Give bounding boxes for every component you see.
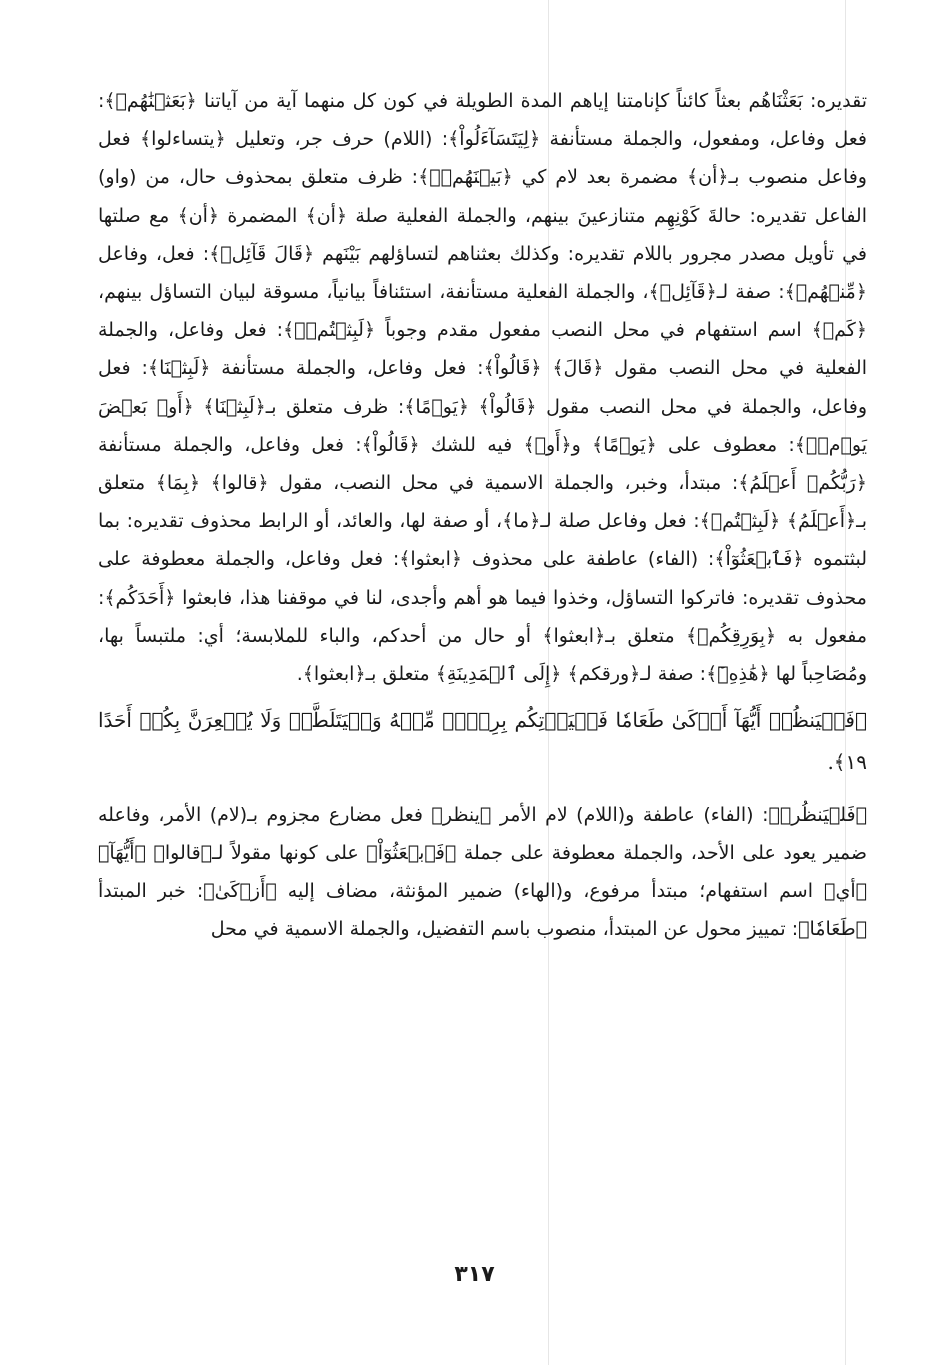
quran-verse: ﴿فَلۡيَنظُرۡ أَيُّهَآ أَزۡكَىٰ طَعَامٗا فَلۡيَأۡتِكُم بِرِزۡقٖ مِّنۡهُ وَلۡيَتَلَطَّفۡ وَلَا يُشۡعِرَنَّ بِكُمۡ أَحَدًا ١٩﴾. xyxy=(98,708,867,775)
page-number: ٣١٧ xyxy=(454,1262,495,1287)
paragraph-grammar-analysis-1: تقديره: بَعَثْنَاهُم بعثاً كائناً كإنامتنا إياهم المدة الطويلة في كون كل منهما آية من آياتنا ﴿بَعَثۡنَٰهُمۡ﴾: فعل وفاعل، ومفعول، والجملة مستأنفة ﴿لِيَتَسَآءَلُواْ﴾: (اللام) حرف جر، وتعليل ﴿يتساءلوا﴾ فعل وفاعل منصوب بـ﴿أن﴾ مضمرة بعد لام كي ﴿بَيۡنَهُمۡۚ﴾: ظرف متعلق بمحذوف حال، من (واو) الفاعل تقديره: حالةَ كَوْنِهِم متنازعينَ بينهم، والجملة الفعلية صلة ﴿أن﴾ المضمرة ﴿أن﴾ مع صلتها في تأويل مصدر مجرور باللام تقديره: وكذلك بعثناهم لتساؤلهم بَيْنَهم ﴿قَالَ قَآئِلٞ﴾: فعل، وفاعل ﴿مِّنۡهُمۡ﴾: صفة لـ﴿قَآئِلٞ﴾، والجملة الفعلية مستأنفة، استئنافاً بيانياً، مسوقة لبيان التساؤل بينهم، ﴿كَمۡ﴾ اسم استفهام في محل النصب مفعول مقدم وجوباً ﴿لَبِثۡتُمۡۖ﴾: فعل وفاعل، والجملة الفعلية في محل النصب مقول ﴿قَالَ﴾ ﴿قَالُواْ﴾: فعل وفاعل، والجملة مستأنفة ﴿لَبِثۡنَا﴾: فعل وفاعل، والجملة في محل النصب مقول ﴿قَالُواْ﴾ ﴿يَوۡمًا﴾: ظرف متعلق بـ﴿لَبِثۡنَا﴾ ﴿أَوۡ بَعۡضَ يَوۡمٖۚ﴾: معطوف على ﴿يَوۡمًا﴾ و﴿أَوۡ﴾ فيه للشك ﴿قَالُواْ﴾: فعل وفاعل، والجملة مستأنفة ﴿رَبُّكُمۡ أَعۡلَمُ﴾: مبتدأ، وخبر، والجملة الاسمية في محل النصب، مقول ﴿قالوا﴾ ﴿بِمَا﴾ متعلق بـ﴿أَعۡلَمُ﴾ ﴿لَبِثۡتُمۡ﴾: فعل وفاعل صلة لـ﴿ما﴾، أو صفة لها، والعائد، أو الرابط محذوف تقديره: بما لبثتموه ﴿فَٱبۡعَثُوٓاْ﴾: (الفاء) عاطفة على محذوف ﴿ابعثوا﴾: فعل وفاعل، والجملة معطوفة على محذوف تقديره: فاتركوا التساؤل، وخذوا فيما هو أهم وأجدى، لنا في موقفنا هذا، فابعثوا ﴿أَحَدَكُم﴾: مفعول به ﴿بِوَرِقِكُمۡ﴾ متعلق بـ﴿ابعثوا﴾ أو حال من أحدكم، والباء للملابسة؛ أي: ملتبساً بها، ومُصَاحِباً لها ﴿هَٰذِهِۦٓ﴾: صفة لـ﴿ورقكم﴾ ﴿إِلَى ٱلۡمَدِينَةِ﴾ متعلق بـ﴿ابعثوا﴾. xyxy=(98,90,867,686)
page-body xyxy=(98,82,867,948)
paragraph-grammar-analysis-2: ﴿فَلۡيَنظُرۡ﴾: (الفاء) عاطفة و(اللام) لام الأمر ﴿ينظر﴾ فعل مضارع مجزوم بـ(لام) الأمر، وفاعله ضمير يعود على الأحد، والجملة معطوفة على جملة ﴿فَٱبۡعَثُوٓاْ﴾ على كونها مقولاً لـ﴿قالوا﴾ ﴿أَيُّهَآ﴾ ﴿أي﴾ اسم استفهام؛ مبتدأ مرفوع، و(الهاء) ضمير المؤنثة، مضاف إليه ﴿أَزۡكَىٰ﴾: خبر المبتدأ ﴿طَعَامٗا﴾: تمييز محول عن المبتدأ، منصوب باسم التفضيل، والجملة الاسمية في محل xyxy=(98,804,867,940)
